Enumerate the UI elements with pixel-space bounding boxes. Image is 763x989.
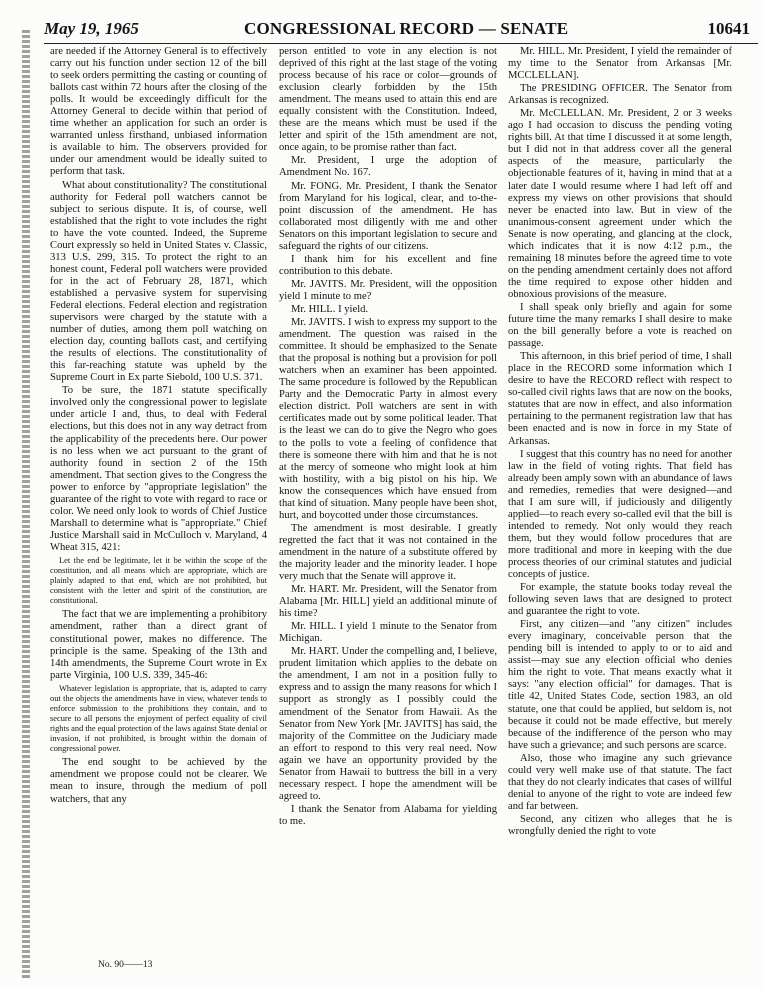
paragraph: Mr. HILL. I yield. xyxy=(291,303,369,315)
quoted-passage: Whatever legislation is appropriate, that is, adapted to carry out the objects the amendments have in view, whatever tends to enforce submission to the prohibitions they contain, and to secure to all persons the enjoyment of perfect equality of civil rights and the equal protection of the laws against State denial or invasion, if not prohibited, is brought within the domain of congressional power. xyxy=(50,683,267,754)
paragraph: I suggest that this country has no need for another law in the field of voting rights. That field has already been amply sown with an abundance of laws and remedies, remedies that were designed—and that I am sure will, if judiciously and diligently applied—to reach every so-called evil that the bill is intended to remedy. Not only would they reach them, but they would follow procedures that are more traditional and more in keeping with the due process theories of our criminal statutes and judicial concepts of justice. xyxy=(508,448,732,581)
paragraph: person entitled to vote in any election is not deprived of this right at the last stage of the voting process because of his race or color—grounds of exclusion clearly forbidden by the 15th amendment. The means used to attain this end are equally consistent with the Constitution. Indeed, these are the means which must be used if the letter and spirit of the 15th amendment are not, once again, to be promise rather than fact. xyxy=(279,46,497,154)
header-rule xyxy=(44,43,758,44)
paragraph: Mr. President, I urge the adoption of Amendment No. 167. xyxy=(279,155,497,179)
paragraph: Mr. HART. Mr. President, will the Senator from Alabama [Mr. HILL] yield an additional minute of his time? xyxy=(279,584,497,620)
quoted-passage: Let the end be legitimate, let it be within the scope of the constitution, and all means which are appropriate, which are plainly adapted to that end, which are not prohibited, but consistent with the letter and spirit of the constitution, are constitutional. xyxy=(50,555,267,606)
paragraph: I shall speak only briefly and again for some future time the many remarks I shall desire to make on the bill generally before a vote is reached on passage. xyxy=(508,301,732,350)
paragraph: Mr. McCLELLAN. Mr. President, 2 or 3 weeks ago I had occasion to discuss the pending voting rights bill. At that time I discussed it at some length, but I did not in that address cover all the general aspects of the measure, particularly the objectionable features of it, having in mind that at a later date I would resume where I had left off and express my views on other provisions that should never be enacted into law. But in view of the unanimous-consent agreement under which the Senate is now operating, and glancing at the clock, which indicates that it is now 4:12 p.m., the remaining 18 minutes before the agreed time to vote on the pending amendment certainly does not afford the time required to expose other hidden and obnoxious provisions of the measure. xyxy=(508,108,732,300)
paragraph: Mr. HART. Under the compelling and, I believe, prudent limitation which applies to the debate on the amendment, I am not in a position fully to express and to assign the many reasons for which I support as strongly as I possibly could the amendment of the Senator from Hawaii. As the Senator from New York [Mr. JAVITS] has said, the majority of the Committee on the Judiciary made an effort to respond to this very real need. Now again we have an opportunity provided by the Senator from Hawaii to buttress the bill in a very necessary respect. I hope the amendment will be agreed to. xyxy=(279,646,497,802)
header-date: May 19, 1965 xyxy=(44,19,139,38)
paragraph: The end sought to be achieved by the amendment we propose could not be clearer. We mean to insure, through the medium of poll watchers, that any xyxy=(50,757,267,805)
paragraph: Mr. JAVITS. I wish to express my support to the amendment. The question was raised in the committee. It should be emphasized to the Senate that the proposal is nothing but a provision for poll watchers when an examiner has been appointed. The same procedure is followed by the Republican Party and the Democratic Party in almost every election district. Poll watchers are sent in with certificates made out by some political leader. That is the least we can do to give the Negro who goes to the polls to vote a feeling of confidence that there is someone there with him and that he is not at the mercy of someone who might look at him with hostility, with a big pistol on his hip. We know the consequences which have ensued from that kind of situation. Many people have been shot, hurt, and boycotted under those circumstances. xyxy=(279,317,497,521)
column-2 xyxy=(279,46,497,829)
paragraph: Mr. JAVITS. Mr. President, will the opposition yield 1 minute to me? xyxy=(279,278,497,302)
paragraph: The PRESIDING OFFICER. The Senator from Arkansas is recognized. xyxy=(508,83,732,107)
column-1 xyxy=(50,46,267,807)
paragraph: The fact that we are implementing a prohibitory amendment, rather than a direct grant of constitutional power, makes no difference. The principle is the same. Speaking of the 13th and 14th amendments, the Supreme Court wrote in Ex parte Virginia, 100 U.S. 339, 345-46: xyxy=(50,609,267,681)
paragraph: First, any citizen—and "any citizen" includes every imaginary, conceivable person that the pending bill is intended to apply to or to aid and assist—may sue any election official who denies him the right to vote. That means exactly what it says: "any election official" for damages. That is title 42, United States Code, section 1983, an old statute, one that could be applied, but seldom is, not because it could not be made effective, but merely because of the indifference of the person who may have such a grievance; and such persons are scarce. xyxy=(508,619,732,751)
paragraph: are needed if the Attorney General is to effectively carry out his function under section 12 of the bill to seek orders permitting the casting or counting of ballots cast within 72 hours after the closing of the polls. It would be exceedingly difficult for the Attorney General to decide within that period of time whether an application for such an order is warranted unless firsthand, unbiased information is available to him. The observers provided for under our amendment would be ideally suited to perform that task. xyxy=(50,46,267,178)
paragraph: What about constitutionality? The constitutional authority for Federal poll watchers cannot be subject to serious dispute. It is, of course, well established that the right to vote includes the right to have the vote counted. Indeed, the Supreme Court expressly so held in United States v. Classic, 313 U.S. 299, 315. To protect the right to an honest count, Federal poll watchers were provided for in the act of February 28, 1871, which established a pervasive system for supervising Federal elections. Federal election and registration supervisors were charged by the statute with a number of duties, among them poll watching on election day, counting ballots cast, and certifying the results of elections. The constitutionality of this far-reaching statute was upheld by the Supreme Court in Ex parte Siebold, 100 U.S. 371. xyxy=(50,179,267,384)
binding-edge xyxy=(22,30,30,980)
running-header xyxy=(44,19,758,41)
header-title: CONGRESSIONAL RECORD — SENATE xyxy=(244,19,569,38)
paragraph: I thank the Senator from Alabama for yielding to me. xyxy=(279,803,497,827)
paragraph: To be sure, the 1871 statute specifically involved only the congressional power to legislate under article I and, thus, to deal with Federal elections, but this does not in any way detract from the applicability of the precedents here. Our power is no less when we act pursuant to the grant of authority found in section 2 of the 15th amendment. That section gives to the Congress the power to enforce by "appropriate legislation" the guarantee of the right to vote with regard to race or color. We need only look to words of Chief Justice Marshall to determine what is "appropriate." Chief Justice Marshall said in McCulloch v. Maryland, 4 Wheat 315, 421: xyxy=(50,385,267,553)
column-3 xyxy=(508,46,732,839)
paragraph: Mr. FONG. Mr. President, I thank the Senator from Maryland for his logical, clear, and to-the-point discussion of the amendment. He has collaborated most diligently with me and other Senators on this important legislation to secure and safeguard the rights of our citizens. xyxy=(279,180,497,252)
header-page-number: 10641 xyxy=(707,19,750,38)
footer-serial: No. 90——13 xyxy=(98,960,153,970)
paragraph: Also, those who imagine any such grievance could very well make use of that statute. The fact that they do not clearly indicates that cases of willful denial to anyone of the right to vote are indeed few and far between. xyxy=(508,752,732,812)
paragraph: I thank him for his excellent and fine contribution to this debate. xyxy=(279,253,497,277)
paragraph: This afternoon, in this brief period of time, I shall place in the RECORD some information which I desire to have the RECORD reflect with respect to so-called civil rights laws that are now on the books, statutes that are now in effect, and also information pertaining to the permanent registration law that has been enacted and is now in force in my State of Arkansas. xyxy=(508,351,732,447)
paragraph: Second, any citizen who alleges that he is wrongfully denied the right to vote xyxy=(508,813,732,837)
paragraph: The amendment is most desirable. I greatly regretted the fact that it was not contained in the amendment in the nature of a substitute offered by the majority leader and the minority leader. I hope very much that the Senate will approve it. xyxy=(279,522,497,583)
paragraph: For example, the statute books today reveal the following seven laws that are designed to protect and guarantee the right to vote. xyxy=(508,582,732,618)
paragraph: Mr. HILL. Mr. President, I yield the remainder of my time to the Senator from Arkansas [Mr. MCCLELLAN]. xyxy=(508,46,732,82)
paragraph: Mr. HILL. I yield 1 minute to the Senator from Michigan. xyxy=(279,621,497,645)
